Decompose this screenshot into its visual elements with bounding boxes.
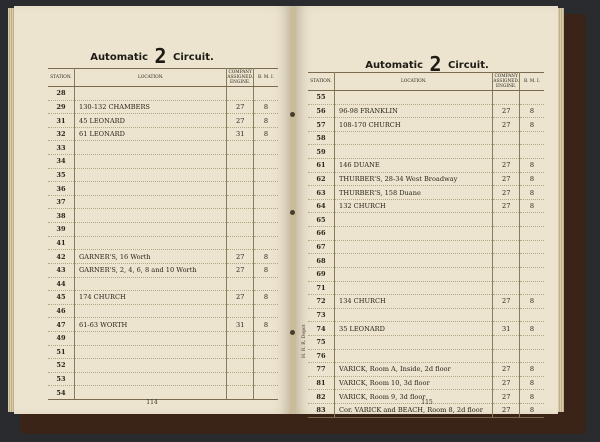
table-row <box>308 240 544 254</box>
station-number: 29 <box>48 100 75 114</box>
location-cell <box>75 223 227 237</box>
location-cell <box>335 131 493 145</box>
engine-cell: 27 <box>493 363 520 377</box>
bm-cell <box>254 304 279 318</box>
table-row <box>48 372 278 386</box>
station-number: 74 <box>308 322 335 336</box>
engine-cell: 27 <box>227 250 254 264</box>
table-row <box>48 291 278 305</box>
location-cell: 134 CHURCH <box>335 295 493 309</box>
table-row <box>308 335 544 349</box>
table-row <box>308 227 544 241</box>
table-row <box>308 213 544 227</box>
bm-cell: 8 <box>520 404 545 418</box>
station-number: 52 <box>48 359 75 373</box>
table-row <box>48 100 278 114</box>
station-number: 39 <box>48 223 75 237</box>
right-page <box>296 6 558 414</box>
table-row <box>48 182 278 196</box>
engine-cell: 27 <box>493 186 520 200</box>
bm-cell: 8 <box>520 172 545 186</box>
station-number: 49 <box>48 331 75 345</box>
table-row <box>308 376 544 390</box>
engine-cell <box>493 213 520 227</box>
engine-cell <box>227 331 254 345</box>
location-cell <box>75 195 227 209</box>
bm-cell <box>520 213 545 227</box>
station-number: 77 <box>308 363 335 377</box>
station-number: 41 <box>48 236 75 250</box>
engine-cell: 27 <box>493 118 520 132</box>
table-row <box>308 308 544 322</box>
station-number: 46 <box>48 304 75 318</box>
station-number: 73 <box>308 308 335 322</box>
station-number: 38 <box>48 209 75 223</box>
table-header-row <box>308 73 544 91</box>
table-row <box>308 199 544 213</box>
header-company-assigned: COMPANY ASSIGNED. <box>227 70 254 80</box>
engine-cell <box>227 195 254 209</box>
station-number: 68 <box>308 254 335 268</box>
bm-cell: 8 <box>254 250 279 264</box>
bm-cell <box>520 335 545 349</box>
engine-cell <box>227 236 254 250</box>
station-number: 69 <box>308 267 335 281</box>
bm-cell <box>520 254 545 268</box>
bm-cell <box>520 267 545 281</box>
bm-cell: 8 <box>254 291 279 305</box>
bm-cell <box>254 223 279 237</box>
left-page-number: 114 <box>146 399 158 406</box>
right-page-number: 115 <box>421 399 433 406</box>
table-row <box>48 331 278 345</box>
location-cell <box>335 91 493 105</box>
table-row <box>48 141 278 155</box>
station-number: 66 <box>308 227 335 241</box>
table-row <box>48 304 278 318</box>
bm-cell <box>254 359 279 373</box>
location-cell: VARICK, Room 10, 3d floor <box>335 376 493 390</box>
station-number: 62 <box>308 172 335 186</box>
engine-cell <box>227 372 254 386</box>
engine-cell: 27 <box>493 295 520 309</box>
engine-cell <box>493 254 520 268</box>
location-cell: 61 LEONARD <box>75 127 227 141</box>
station-number: 34 <box>48 155 75 169</box>
table-row <box>308 254 544 268</box>
station-number: 58 <box>308 131 335 145</box>
location-cell <box>75 304 227 318</box>
engine-cell: 27 <box>227 114 254 128</box>
bm-cell: 8 <box>254 100 279 114</box>
engine-cell: 27 <box>493 159 520 173</box>
location-cell: THURBER'S, 28-34 West Broadway <box>335 172 493 186</box>
station-number: 42 <box>48 250 75 264</box>
left-table-body <box>48 87 278 400</box>
location-cell <box>75 372 227 386</box>
engine-cell <box>227 359 254 373</box>
location-cell <box>335 227 493 241</box>
table-row <box>48 223 278 237</box>
title-prefix: Automatic <box>365 60 424 71</box>
station-number: 72 <box>308 295 335 309</box>
engine-cell: 27 <box>227 100 254 114</box>
bm-cell: 8 <box>520 159 545 173</box>
engine-cell <box>493 335 520 349</box>
station-number: 43 <box>48 263 75 277</box>
table-row <box>48 114 278 128</box>
station-number: 51 <box>48 345 75 359</box>
bm-cell <box>254 331 279 345</box>
location-cell <box>335 349 493 363</box>
location-cell <box>75 359 227 373</box>
header-engine-label: ENGINE. <box>496 84 517 89</box>
location-cell: 174 CHURCH <box>75 291 227 305</box>
circuit-number: 2 <box>154 44 167 68</box>
table-row <box>48 87 278 101</box>
station-number: 28 <box>48 87 75 101</box>
station-number: 75 <box>308 335 335 349</box>
binding-hole <box>290 330 295 335</box>
station-number: 37 <box>48 195 75 209</box>
bm-cell <box>254 155 279 169</box>
title-prefix: Automatic <box>90 52 149 63</box>
engine-cell <box>227 304 254 318</box>
bm-cell <box>254 209 279 223</box>
station-number: 63 <box>308 186 335 200</box>
bm-cell <box>520 349 545 363</box>
engine-cell <box>493 91 520 105</box>
engine-cell <box>227 209 254 223</box>
location-cell <box>75 277 227 291</box>
engine-cell <box>493 131 520 145</box>
engine-cell <box>227 182 254 196</box>
engine-cell <box>227 168 254 182</box>
station-number: 31 <box>48 114 75 128</box>
table-row <box>48 277 278 291</box>
table-row <box>308 118 544 132</box>
bm-cell <box>254 386 279 400</box>
table-row <box>48 195 278 209</box>
location-cell: 146 DUANE <box>335 159 493 173</box>
station-number: 67 <box>308 240 335 254</box>
location-cell <box>75 386 227 400</box>
engine-cell: 27 <box>493 104 520 118</box>
bm-cell <box>254 372 279 386</box>
engine-cell <box>493 308 520 322</box>
engine-cell <box>227 87 254 101</box>
location-cell <box>75 209 227 223</box>
header-engine-label: ENGINE. <box>230 80 251 85</box>
location-cell: 108-170 CHURCH <box>335 118 493 132</box>
circuit-number: 2 <box>429 52 442 76</box>
location-cell: GARNER'S, 16 Worth <box>75 250 227 264</box>
engine-cell <box>227 277 254 291</box>
engine-cell <box>493 267 520 281</box>
bm-cell <box>254 277 279 291</box>
station-number: 81 <box>308 376 335 390</box>
location-cell <box>75 236 227 250</box>
location-cell <box>75 182 227 196</box>
bm-cell: 8 <box>254 127 279 141</box>
location-cell: VARICK, Room 9, 3d floor <box>335 390 493 404</box>
bm-cell <box>254 236 279 250</box>
table-row <box>48 250 278 264</box>
location-cell <box>335 267 493 281</box>
bm-cell <box>254 182 279 196</box>
location-cell <box>75 331 227 345</box>
station-number: 53 <box>48 372 75 386</box>
bm-cell: 8 <box>520 363 545 377</box>
location-cell: 96-98 FRANKLIN <box>335 104 493 118</box>
engine-cell <box>227 386 254 400</box>
bm-cell <box>520 131 545 145</box>
location-cell <box>335 254 493 268</box>
station-number: 82 <box>308 390 335 404</box>
engine-cell: 31 <box>493 322 520 336</box>
engine-cell: 27 <box>493 404 520 418</box>
engine-cell <box>227 155 254 169</box>
bm-cell: 8 <box>254 318 279 332</box>
location-cell <box>75 345 227 359</box>
left-station-table <box>48 68 278 400</box>
station-number: 61 <box>308 159 335 173</box>
location-cell <box>75 141 227 155</box>
location-cell: 35 LEONARD <box>335 322 493 336</box>
location-cell <box>335 308 493 322</box>
bm-cell: 8 <box>520 199 545 213</box>
bm-cell <box>520 227 545 241</box>
bm-cell <box>254 168 279 182</box>
station-number: 36 <box>48 182 75 196</box>
bm-cell <box>254 87 279 101</box>
table-row <box>308 349 544 363</box>
table-row <box>48 386 278 400</box>
engine-cell: 31 <box>227 318 254 332</box>
bm-cell <box>254 195 279 209</box>
location-cell: VARICK, Room A, Inside, 2d floor <box>335 363 493 377</box>
station-number: 59 <box>308 145 335 159</box>
bm-cell: 8 <box>520 322 545 336</box>
left-page <box>14 6 290 414</box>
location-cell <box>335 335 493 349</box>
table-row <box>48 209 278 223</box>
station-number: 35 <box>48 168 75 182</box>
station-number: 76 <box>308 349 335 363</box>
title-suffix: Circuit. <box>173 52 214 63</box>
header-location: LOCATION. <box>75 69 227 87</box>
location-cell <box>335 240 493 254</box>
engine-cell <box>493 349 520 363</box>
bm-cell <box>520 308 545 322</box>
binding-hole <box>290 112 295 117</box>
location-cell <box>335 281 493 295</box>
station-number: 55 <box>308 91 335 105</box>
table-row <box>308 186 544 200</box>
table-row <box>308 172 544 186</box>
table-row <box>48 127 278 141</box>
table-header-row <box>48 69 278 87</box>
bm-cell: 8 <box>520 295 545 309</box>
location-cell: 130-132 CHAMBERS <box>75 100 227 114</box>
location-cell: 132 CHURCH <box>335 199 493 213</box>
location-cell: THURBER'S, 158 Duane <box>335 186 493 200</box>
engine-cell: 27 <box>493 390 520 404</box>
engine-cell: 27 <box>493 172 520 186</box>
station-number: 45 <box>48 291 75 305</box>
location-cell: 45 LEONARD <box>75 114 227 128</box>
table-row <box>308 363 544 377</box>
right-table-body <box>308 91 544 418</box>
left-page-title <box>14 44 290 68</box>
table-row <box>48 345 278 359</box>
bm-cell: 8 <box>520 118 545 132</box>
table-row <box>48 359 278 373</box>
location-cell <box>75 168 227 182</box>
bm-cell <box>520 91 545 105</box>
engine-cell <box>493 281 520 295</box>
station-number: 56 <box>308 104 335 118</box>
engine-cell <box>493 145 520 159</box>
header-engine <box>493 73 520 91</box>
engine-cell: 27 <box>227 263 254 277</box>
engine-cell <box>227 345 254 359</box>
table-row <box>308 267 544 281</box>
station-number: 33 <box>48 141 75 155</box>
table-row <box>48 155 278 169</box>
location-cell <box>335 213 493 227</box>
header-bm: B. M. I. <box>254 69 279 87</box>
engine-cell: 27 <box>227 291 254 305</box>
station-number: 64 <box>308 199 335 213</box>
bm-cell <box>254 345 279 359</box>
bm-cell: 8 <box>254 263 279 277</box>
engine-cell <box>227 223 254 237</box>
binding-hole <box>290 210 295 215</box>
bm-cell: 8 <box>520 376 545 390</box>
bm-cell <box>520 281 545 295</box>
station-number: 32 <box>48 127 75 141</box>
table-row <box>308 281 544 295</box>
header-station: STATION. <box>308 73 335 91</box>
location-cell: Cor. VARICK and BEACH, Room 8, 2d floor <box>335 404 493 418</box>
header-bm: B. M. I. <box>520 73 545 91</box>
header-station: STATION. <box>48 69 75 87</box>
header-company-assigned: COMPANY ASSIGNED. <box>493 74 520 84</box>
table-row <box>48 263 278 277</box>
bm-cell <box>520 145 545 159</box>
engine-cell <box>493 240 520 254</box>
table-row <box>48 168 278 182</box>
bm-cell <box>520 240 545 254</box>
location-cell: 61-63 WORTH <box>75 318 227 332</box>
right-station-table <box>308 72 544 418</box>
station-number: 44 <box>48 277 75 291</box>
table-row <box>48 318 278 332</box>
station-number: 83 <box>308 404 335 418</box>
table-row <box>308 322 544 336</box>
bm-cell: 8 <box>520 104 545 118</box>
header-location: LOCATION. <box>335 73 493 91</box>
location-cell <box>335 145 493 159</box>
bm-cell: 8 <box>520 390 545 404</box>
location-cell: GARNER'S, 2, 4, 6, 8 and 10 Worth <box>75 263 227 277</box>
bm-cell: 8 <box>520 186 545 200</box>
title-suffix: Circuit. <box>448 60 489 71</box>
engine-cell: 27 <box>493 199 520 213</box>
table-row <box>308 145 544 159</box>
table-row <box>48 236 278 250</box>
header-engine <box>227 69 254 87</box>
table-row <box>308 91 544 105</box>
engine-cell <box>493 227 520 241</box>
table-row <box>308 295 544 309</box>
station-number: 57 <box>308 118 335 132</box>
bm-cell <box>254 141 279 155</box>
table-row <box>308 131 544 145</box>
bm-cell: 8 <box>254 114 279 128</box>
station-number: 54 <box>48 386 75 400</box>
table-row <box>308 159 544 173</box>
engine-cell <box>227 141 254 155</box>
station-number: 47 <box>48 318 75 332</box>
table-row <box>308 104 544 118</box>
engine-cell: 31 <box>227 127 254 141</box>
side-note: H. R. R. Depot <box>302 324 307 358</box>
location-cell <box>75 155 227 169</box>
location-cell <box>75 87 227 101</box>
station-number: 65 <box>308 213 335 227</box>
engine-cell: 27 <box>493 376 520 390</box>
station-number: 71 <box>308 281 335 295</box>
